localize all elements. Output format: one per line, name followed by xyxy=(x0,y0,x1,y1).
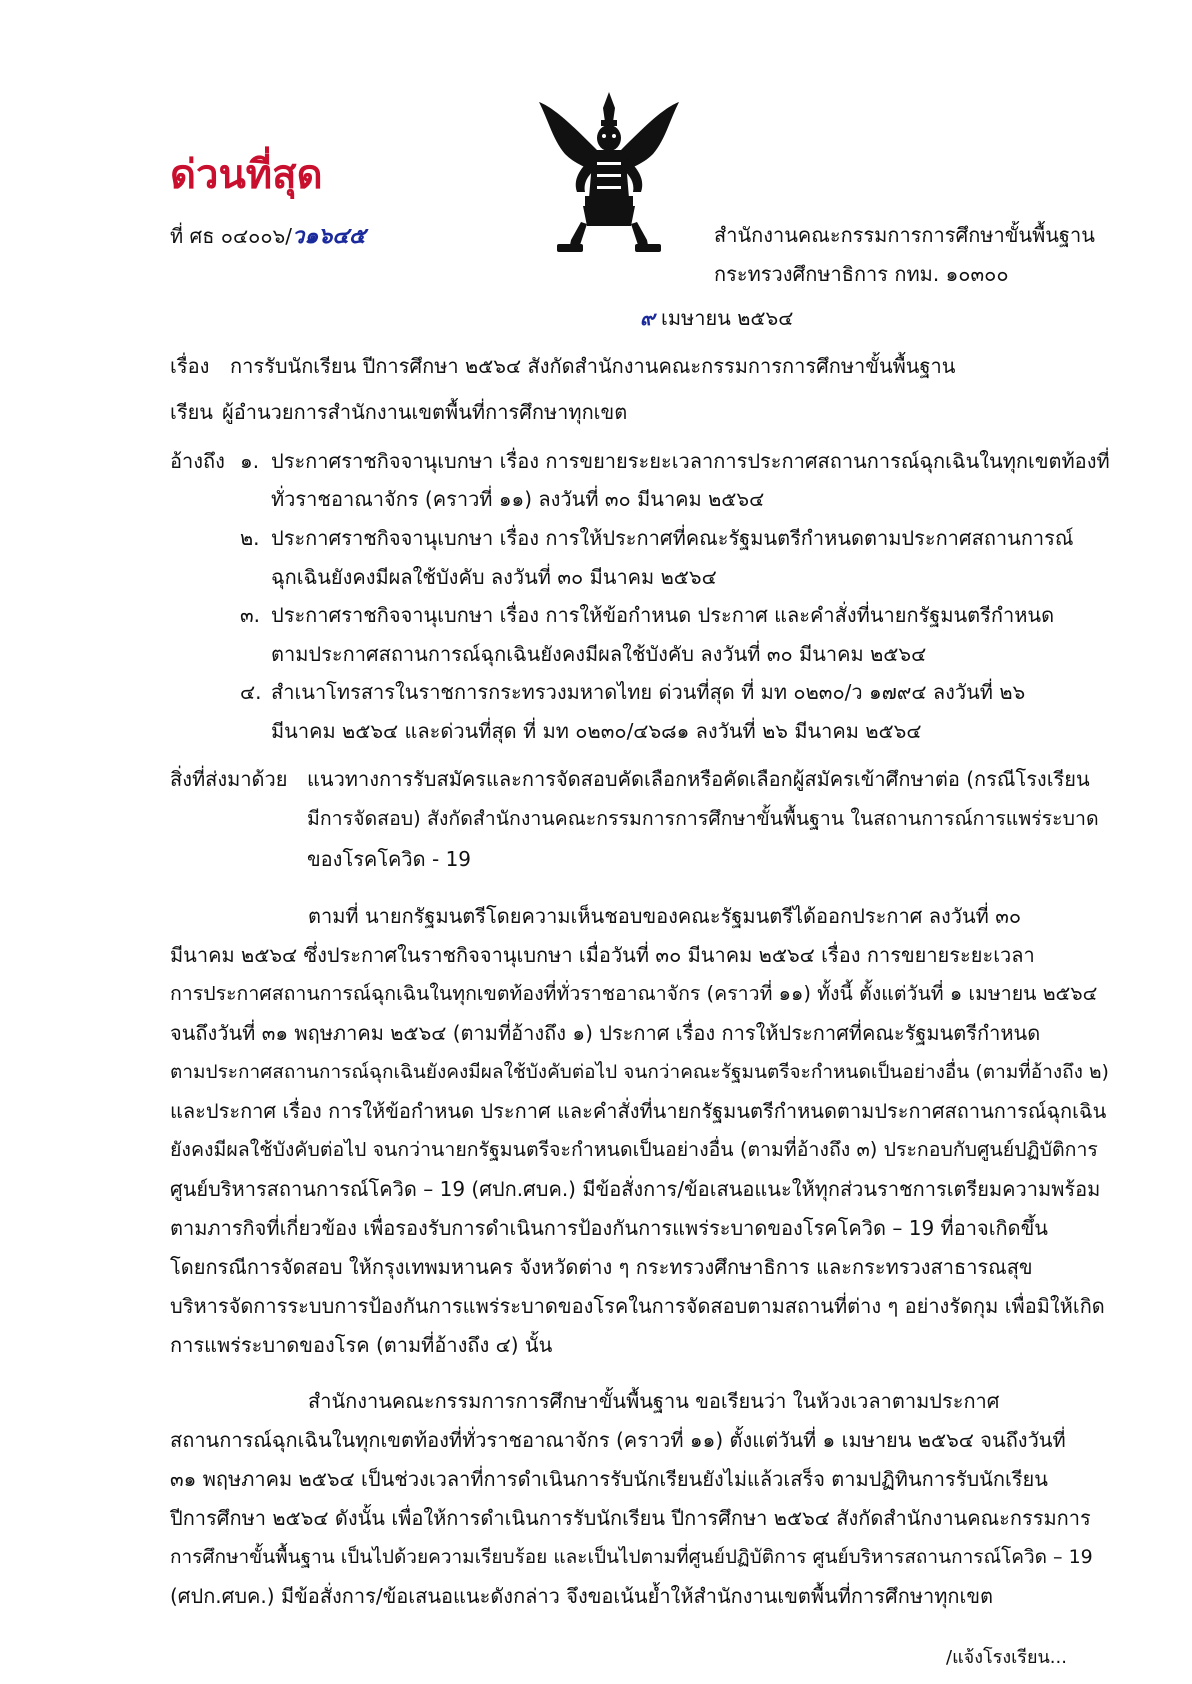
recipient-text: ผู้อำนวยการสำนักงานเขตพื้นที่การศึกษาทุกเขต xyxy=(222,400,628,424)
paragraph-2-line: (ศปก.ศบค.) มีข้อสั่งการ/ข้อเสนอแนะดังกล่าว จึงขอเน้นย้ำให้สำนักงานเขตพื้นที่การศึกษาทุกเขต xyxy=(170,1584,994,1608)
date-day-handwritten: ๙ xyxy=(640,306,655,330)
paragraph-1-line: การประกาศสถานการณ์ฉุกเฉินในทุกเขตท้องที่ทั่วราชอาณาจักร (คราวที่ ๑๑) ทั้งนี้ ตั้งแต่วันที่ ๑ เมษายน ๒๕๖๔ xyxy=(170,982,1098,1005)
reference-item-line: ตามประกาศสถานการณ์ฉุกเฉินยังคงมีผลใช้บังคับ ลงวันที่ ๓๐ มีนาคม ๒๕๖๔ xyxy=(271,642,927,666)
paragraph-1-line: บริหารจัดการระบบการป้องกันการแพร่ระบาดของโรคในการจัดสอบตามสถานที่ต่าง ๆ อย่างรัดกุม เพื่อมิให้เกิด xyxy=(170,1294,1105,1318)
paragraph-1-line: ยังคงมีผลใช้บังคับต่อไป จนกว่านายกรัฐมนตรีจะกำหนดเป็นอย่างอื่น (ตามที่อ้างถึง ๓) ประกอบกับศูนย์ปฏิบัติการ xyxy=(170,1138,1098,1161)
enclosure-line: มีการจัดสอบ) สังกัดสำนักงานคณะกรรมการการศึกษาขั้นพื้นฐาน ในสถานการณ์การแพร่ระบาด xyxy=(307,807,1099,830)
reference-item-line: ประกาศราชกิจจานุเบกษา เรื่อง การให้ข้อกำหนด ประกาศ และคำสั่งที่นายกรัฐมนตรีกำหนด xyxy=(271,603,1055,627)
enclosure-line: แนวทางการรับสมัครและการจัดสอบคัดเลือกหรือคัดเลือกผู้สมัครเข้าศึกษาต่อ (กรณีโรงเรียน xyxy=(307,767,1090,791)
garuda-emblem-icon xyxy=(535,88,683,254)
issuing-office: สำนักงานคณะกรรมการการศึกษาขั้นพื้นฐาน xyxy=(714,223,1095,247)
paragraph-2-line: สำนักงานคณะกรรมการการศึกษาขั้นพื้นฐาน ขอเรียนว่า ในห้วงเวลาตามประกาศ xyxy=(308,1389,1000,1413)
reference-item-line: ทั่วราชอาณาจักร (คราวที่ ๑๑) ลงวันที่ ๓๐ มีนาคม ๒๕๖๔ xyxy=(271,487,765,511)
subject-text: การรับนักเรียน ปีการศึกษา ๒๕๖๔ สังกัดสำนักงานคณะกรรมการการศึกษาขั้นพื้นฐาน xyxy=(230,354,956,378)
document-number-handwritten: ว๑๖๔๕ xyxy=(292,224,366,249)
enclosure-label: สิ่งที่ส่งมาด้วย xyxy=(170,767,288,791)
paragraph-1-line: ตามประกาศสถานการณ์ฉุกเฉินยังคงมีผลใช้บังคับต่อไป จนกว่าคณะรัฐมนตรีจะกำหนดเป็นอย่างอื่น (ตามที่อ้างถึง ๒) xyxy=(170,1061,1109,1083)
paragraph-1-line: จนถึงวันที่ ๓๑ พฤษภาคม ๒๕๖๔ (ตามที่อ้างถึง ๑) ประกาศ เรื่อง การให้ประกาศที่คณะรัฐมนตรีกำหนด xyxy=(170,1021,1041,1045)
reference-item-line: ประกาศราชกิจจานุเบกษา เรื่อง การขยายระยะเวลาการประกาศสถานการณ์ฉุกเฉินในทุกเขตท้องที่ xyxy=(271,449,1110,473)
document-number xyxy=(170,218,366,253)
reference-item-line: ฉุกเฉินยังคงมีผลใช้บังคับ ลงวันที่ ๓๐ มีนาคม ๒๕๖๔ xyxy=(271,565,717,589)
office-address: กระทรวงศึกษาธิการ กทม. ๑๐๓๐๐ xyxy=(714,262,1009,286)
reference-item-line: ประกาศราชกิจจานุเบกษา เรื่อง การให้ประกาศที่คณะรัฐมนตรีกำหนดตามประกาศสถานการณ์ xyxy=(271,526,1074,550)
reference-number: ๒. xyxy=(240,526,260,550)
references-label: อ้างถึง xyxy=(170,449,225,473)
paragraph-1-line: ศูนย์บริหารสถานการณ์โควิด – 19 (ศปก.ศบค.) มีข้อสั่งการ/ข้อเสนอแนะให้ทุกส่วนราชการเตรียมความพร้อม xyxy=(170,1177,1101,1201)
date-month-year: เมษายน ๒๕๖๔ xyxy=(654,306,794,330)
reference-number: ๓. xyxy=(240,603,261,627)
reference-item-line: มีนาคม ๒๕๖๔ และด่วนที่สุด ที่ มท ๐๒๓๐/๔๖๘๑ ลงวันที่ ๒๖ มีนาคม ๒๕๖๔ xyxy=(271,719,922,743)
paragraph-1-line: มีนาคม ๒๕๖๔ ซึ่งประกาศในราชกิจจานุเบกษา เมื่อวันที่ ๓๐ มีนาคม ๒๕๖๔ เรื่อง การขยายระยะเวลา xyxy=(170,943,1035,967)
subject-label: เรื่อง xyxy=(170,354,210,378)
recipient-label: เรียน xyxy=(170,400,213,424)
paragraph-1-line: ตามภารกิจที่เกี่ยวข้อง เพื่อรองรับการดำเนินการป้องกันการแพร่ระบาดของโรคโควิด – 19 ที่อาจเกิดขึ้น xyxy=(170,1216,1048,1240)
paragraph-1-line: และประกาศ เรื่อง การให้ข้อกำหนด ประกาศ และคำสั่งที่นายกรัฐมนตรีกำหนดตามประกาศสถานการณ์ฉุกเฉิน xyxy=(170,1099,1107,1123)
paragraph-1-line: การแพร่ระบาดของโรค (ตามที่อ้างถึง ๔) นั้น xyxy=(170,1333,553,1357)
urgency-stamp: ด่วนที่สุด xyxy=(170,152,323,198)
reference-number: ๑. xyxy=(240,449,260,473)
paragraph-2-line: ปีการศึกษา ๒๕๖๔ ดังนั้น เพื่อให้การดำเนินการรับนักเรียน ปีการศึกษา ๒๕๖๔ สังกัดสำนักงานคณะกรรมการ xyxy=(170,1506,1091,1530)
paragraph-2-line: ๓๑ พฤษภาคม ๒๕๖๔ เป็นช่วงเวลาที่การดำเนินการรับนักเรียนยังไม่แล้วเสร็จ ตามปฏิทินการรับนักเรียน xyxy=(170,1467,1048,1491)
document-number-prefix: ที่ ศธ ๐๔๐๐๖/ xyxy=(170,224,292,248)
paragraph-2-line: การศึกษาขั้นพื้นฐาน เป็นไปด้วยความเรียบร้อย และเป็นไปตามที่ศูนย์ปฏิบัติการ ศูนย์บริหารสถานการณ์โควิด – 19 xyxy=(170,1546,1093,1568)
page-continuation: /แจ้งโรงเรียน... xyxy=(946,1647,1067,1668)
paragraph-2-line: สถานการณ์ฉุกเฉินในทุกเขตท้องที่ทั่วราชอาณาจักร (คราวที่ ๑๑) ตั้งแต่วันที่ ๑ เมษายน ๒๕๖๔ จนถึงวันที่ xyxy=(170,1428,1066,1452)
enclosure-line: ของโรคโควิด - 19 xyxy=(307,847,472,871)
paragraph-1-line: โดยกรณีการจัดสอบ ให้กรุงเทพมหานคร จังหวัดต่าง ๆ กระทรวงศึกษาธิการ และกระทรวงสาธารณสุข xyxy=(170,1255,1033,1279)
paragraph-1-line: ตามที่ นายกรัฐมนตรีโดยความเห็นชอบของคณะรัฐมนตรีได้ออกประกาศ ลงวันที่ ๓๐ xyxy=(308,904,1022,928)
reference-item-line: สำเนาโทรสารในราชการกระทรวงมหาดไทย ด่วนที่สุด ที่ มท ๐๒๓๐/ว ๑๗๙๔ ลงวันที่ ๒๖ xyxy=(271,680,1026,704)
document-date xyxy=(640,302,793,334)
reference-number: ๔. xyxy=(240,680,262,704)
